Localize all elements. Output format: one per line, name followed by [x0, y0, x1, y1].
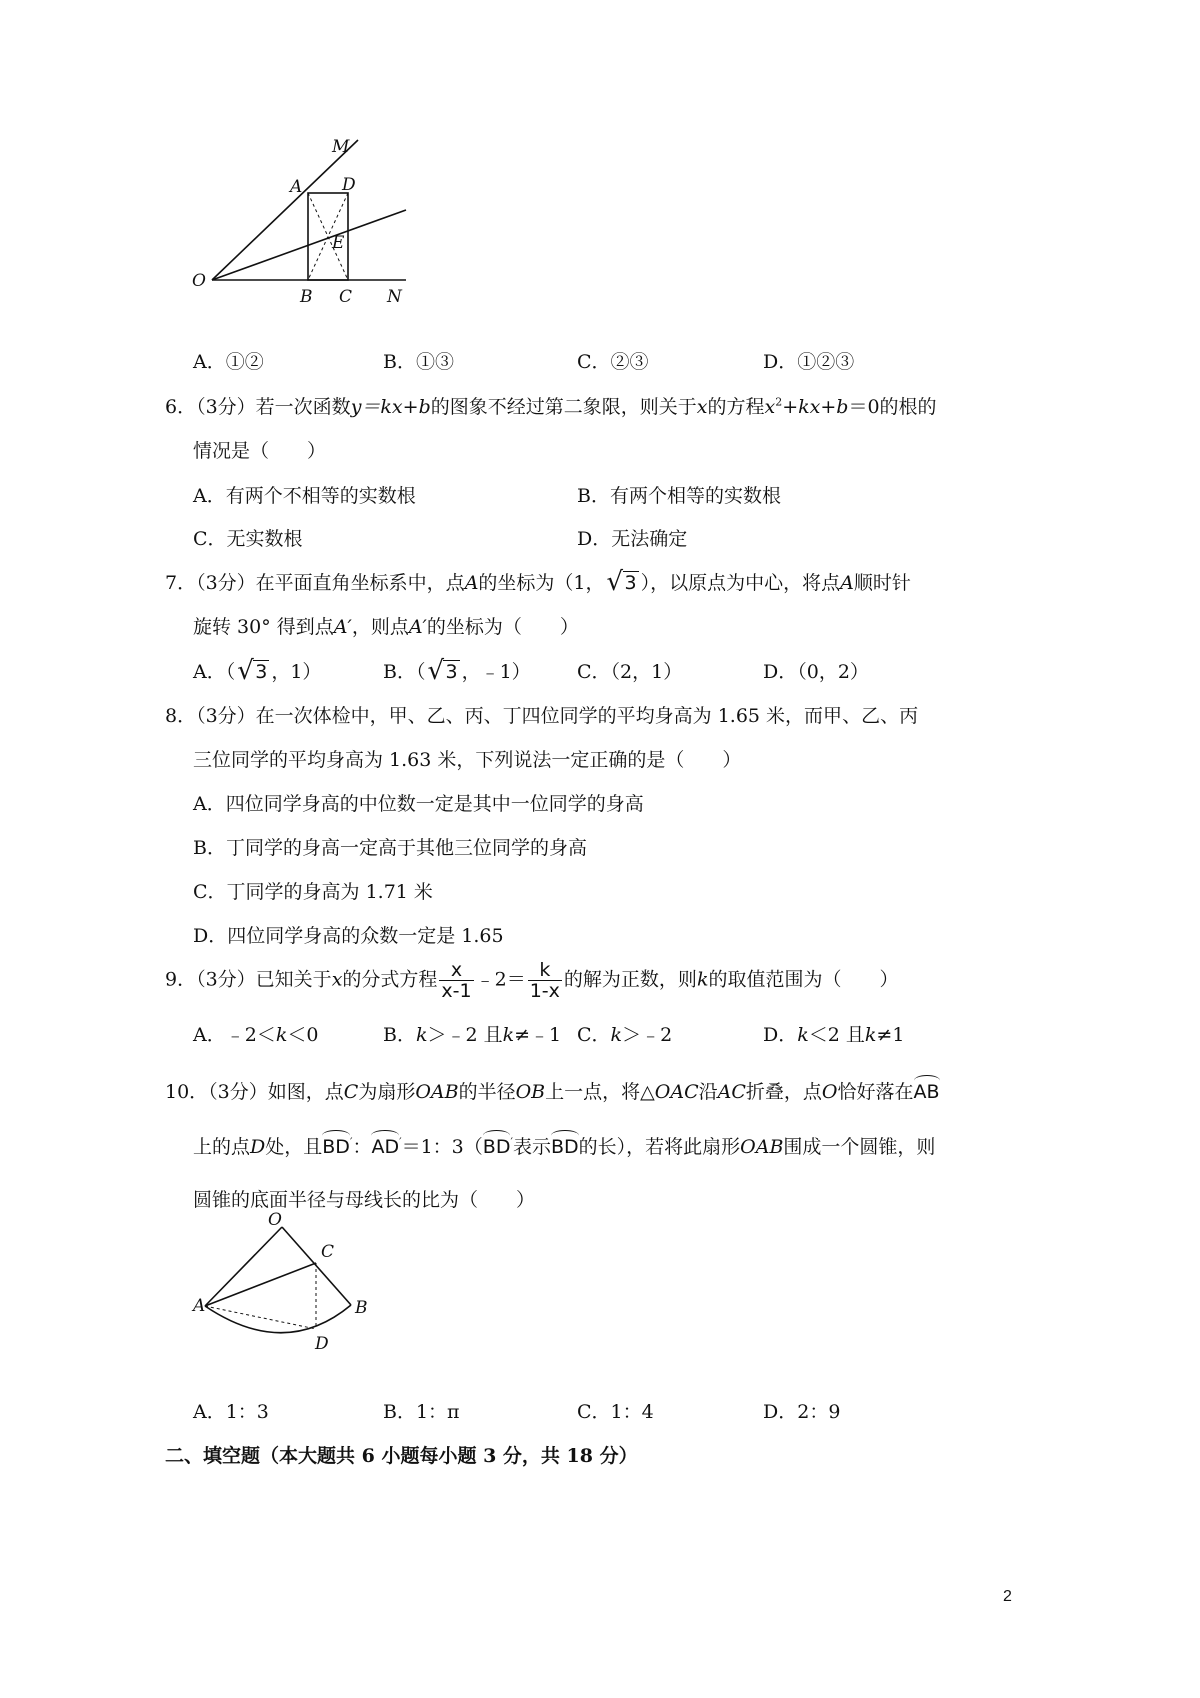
q6-option-d: D．无法确定 [577, 528, 688, 550]
label-O: O [268, 1210, 282, 1230]
section-heading: 二、填空题（本大题共 6 小题每小题 3 分，共 18 分） [165, 1445, 638, 1467]
q10-option-d: D．2：9 [763, 1401, 841, 1423]
q6-option-b: B．有两个相等的实数根 [577, 485, 781, 507]
q9-stem: 9．（3分）已知关于x的分式方程 $\frac{x}{x-1}$ ﹣2＝ $\frac{k}{1-x}$ 的解为正数，则k的取值范围为（ ） [165, 959, 899, 1002]
q7-option-d: D．（0，2） [763, 661, 869, 683]
label-D: D [315, 1334, 329, 1354]
label-C: C [339, 287, 353, 307]
q6-option-c: C．无实数根 [193, 528, 303, 550]
label-E: E [332, 233, 345, 253]
sqrt-3: √ 3 [606, 567, 637, 597]
label-B: B [300, 287, 313, 307]
fraction-k-over-1-minus-x: $\frac{k}{1-x}$ [529, 959, 560, 1002]
q7-stem-line1: 7．（3分）在平面直角坐标系中，点A的坐标为（1， √ 3 ），以原点为中心，将点A顺时针 [165, 567, 911, 597]
q5-option-b: B．①③ [383, 351, 454, 373]
q5-option-a: A．①② [193, 351, 264, 373]
q9-option-c: C．k＞﹣2 [577, 1024, 673, 1046]
figure-sector [193, 1210, 385, 1375]
q6-option-a: A．有两个不相等的实数根 [193, 485, 416, 507]
label-M: M [332, 137, 350, 157]
label-C: C [321, 1242, 335, 1262]
q6-stem-line1: 6．（3分）若一次函数y＝kx+b的图象不经过第二象限，则关于x的方程$x^2+kx+b=0$的根的 [165, 395, 937, 418]
label-D: D [342, 175, 356, 195]
q10-option-c: C．1：4 [577, 1401, 654, 1423]
q9-option-a: A．﹣2＜k＜0 [193, 1024, 319, 1046]
q10-option-a: A．1：3 [193, 1401, 269, 1423]
arc-AB: AB [914, 1075, 940, 1103]
q9-option-d: D．k＜2 且k≠1 [763, 1024, 905, 1046]
q10-stem-line1: 10．（3分）如图，点C为扇形OAB的半径OB上一点，将△OAC沿AC折叠，点O恰好落在AB [165, 1075, 940, 1104]
arc-AD: AD [371, 1130, 399, 1158]
q10-stem-line3: 圆锥的底面半径与母线长的比为（ ） [193, 1189, 536, 1211]
q8-stem-line2: 三位同学的平均身高为 1.63 米，下列说法一定正确的是（ ） [193, 749, 742, 771]
q7-option-a: A．（ √ 3 ，1） [193, 656, 322, 686]
q6-stem-line2: 情况是（ ） [193, 440, 327, 462]
q7-stem-line2: 旋转 30° 得到点A′，则点A′的坐标为（ ） [193, 616, 579, 638]
q8-option-c: C．丁同学的身高为 1.71 米 [193, 881, 433, 903]
label-O: O [192, 271, 206, 291]
q5-option-d: D．①②③ [763, 351, 855, 373]
q8-stem-line1: 8．（3分）在一次体检中，甲、乙、丙、丁四位同学的平均身高为 1.65 米，而甲、乙、丙 [165, 705, 919, 727]
q7-option-c: C．（2，1） [577, 661, 683, 683]
fraction-x-over-x-minus-1: $\frac{x}{x-1}$ [441, 959, 472, 1002]
arc-BD: BD [322, 1130, 350, 1158]
label-A: A [290, 177, 303, 197]
q9-option-b: B．k＞﹣2 且k≠﹣1 [383, 1024, 562, 1046]
q8-option-b: B．丁同学的身高一定高于其他三位同学的身高 [193, 837, 587, 859]
q7-option-b: B．（ √ 3 ，﹣1） [383, 656, 531, 686]
label-A: A [193, 1296, 206, 1316]
label-B: B [355, 1298, 368, 1318]
q8-option-d: D．四位同学身高的众数一定是 1.65 [193, 925, 504, 947]
q10-stem-line2: 上的点D处，且BD′：AD′＝1：3（BD′表示BD的长），若将此扇形OAB围成一个圆锥，则 [193, 1130, 935, 1159]
q8-option-a: A．四位同学身高的中位数一定是其中一位同学的身高 [193, 793, 644, 815]
figure-angle-rectangle [192, 137, 460, 340]
q10-option-b: B．1：π [383, 1401, 460, 1423]
label-N: N [387, 287, 402, 307]
q5-option-c: C．②③ [577, 351, 649, 373]
page-number: 2 [1003, 1588, 1012, 1605]
